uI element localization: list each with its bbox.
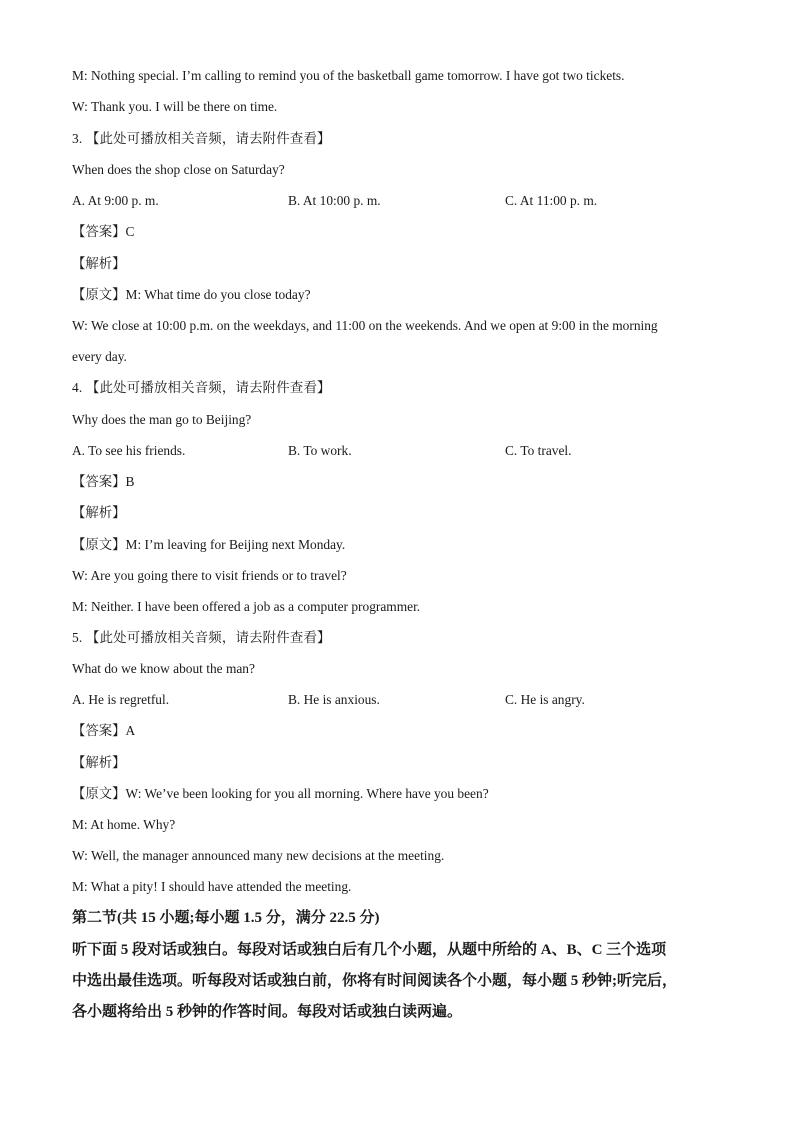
question-4-answer: 【答案】B [72,474,135,489]
question-4-analysis: 【解析】 [72,505,126,520]
question-3-text: When does the shop close on Saturday? [72,162,285,177]
transcript-line: W: Are you going there to visit friends or to travel? [72,568,347,583]
question-3-option-c: C. At 11:00 p. m. [505,193,598,208]
section-title: 第二节(共 15 小题;每小题 1.5 分，满分 22.5 分) [72,910,380,926]
transcript-line: W: Well, the manager announced many new decisions at the meeting. [72,848,445,863]
question-3-option-b: B. At 10:00 p. m. [288,193,381,208]
transcript-line: M: Neither. I have been offered a job as a computer programmer. [72,599,421,614]
question-5-option-c: C. He is angry. [505,692,585,707]
transcript-line: 【原文】M: I’m leaving for Beijing next Monday. [72,537,346,552]
transcript-line: M: What a pity! I should have attended the meeting. [72,879,352,894]
question-5-analysis: 【解析】 [72,755,126,770]
question-5-answer: 【答案】A [72,723,136,738]
section-instructions: 听下面 5 段对话或独白。每段对话或独白后有几个小题，从题中所给的 A、B、C 三个选项 [72,942,667,958]
question-4-text: Why does the man go to Beijing? [72,412,252,427]
question-4-option-b: B. To work. [288,443,352,458]
question-3-option-a: A. At 9:00 p. m. [72,193,159,208]
transcript-line: W: We close at 10:00 p.m. on the weekdays, and 11:00 on the weekends. And we open at 9:00 in the morning [72,318,658,333]
transcript-line: 【原文】M: What time do you close today? [72,287,311,302]
section-instructions: 中选出最佳选项。听每段对话或独白前，你将有时间阅读各个小题，每小题 5 秒钟;听完后， [72,973,677,989]
question-5-text: What do we know about the man? [72,661,255,676]
question-3-header: 3. 【此处可播放相关音频，请去附件查看】 [72,131,331,146]
question-3-analysis: 【解析】 [72,256,126,271]
question-5-option-b: B. He is anxious. [288,692,380,707]
transcript-line: 【原文】W: We’ve been looking for you all morning. Where have you been? [72,786,489,801]
question-5-option-a: A. He is regretful. [72,692,170,707]
dialogue-line: W: Thank you. I will be there on time. [72,99,278,114]
question-4-option-a: A. To see his friends. [72,443,186,458]
dialogue-line: M: Nothing special. I’m calling to remind you of the basketball game tomorrow. I have got two tickets. [72,68,625,83]
question-4-header: 4. 【此处可播放相关音频，请去附件查看】 [72,380,331,395]
question-5-header: 5. 【此处可播放相关音频，请去附件查看】 [72,630,331,645]
transcript-line: M: At home. Why? [72,817,176,832]
question-4-option-c: C. To travel. [505,443,572,458]
transcript-line: every day. [72,349,127,364]
question-3-answer: 【答案】C [72,224,135,239]
section-instructions: 各小题将给出 5 秒钟的作答时间。每段对话或独白读两遍。 [72,1004,463,1020]
